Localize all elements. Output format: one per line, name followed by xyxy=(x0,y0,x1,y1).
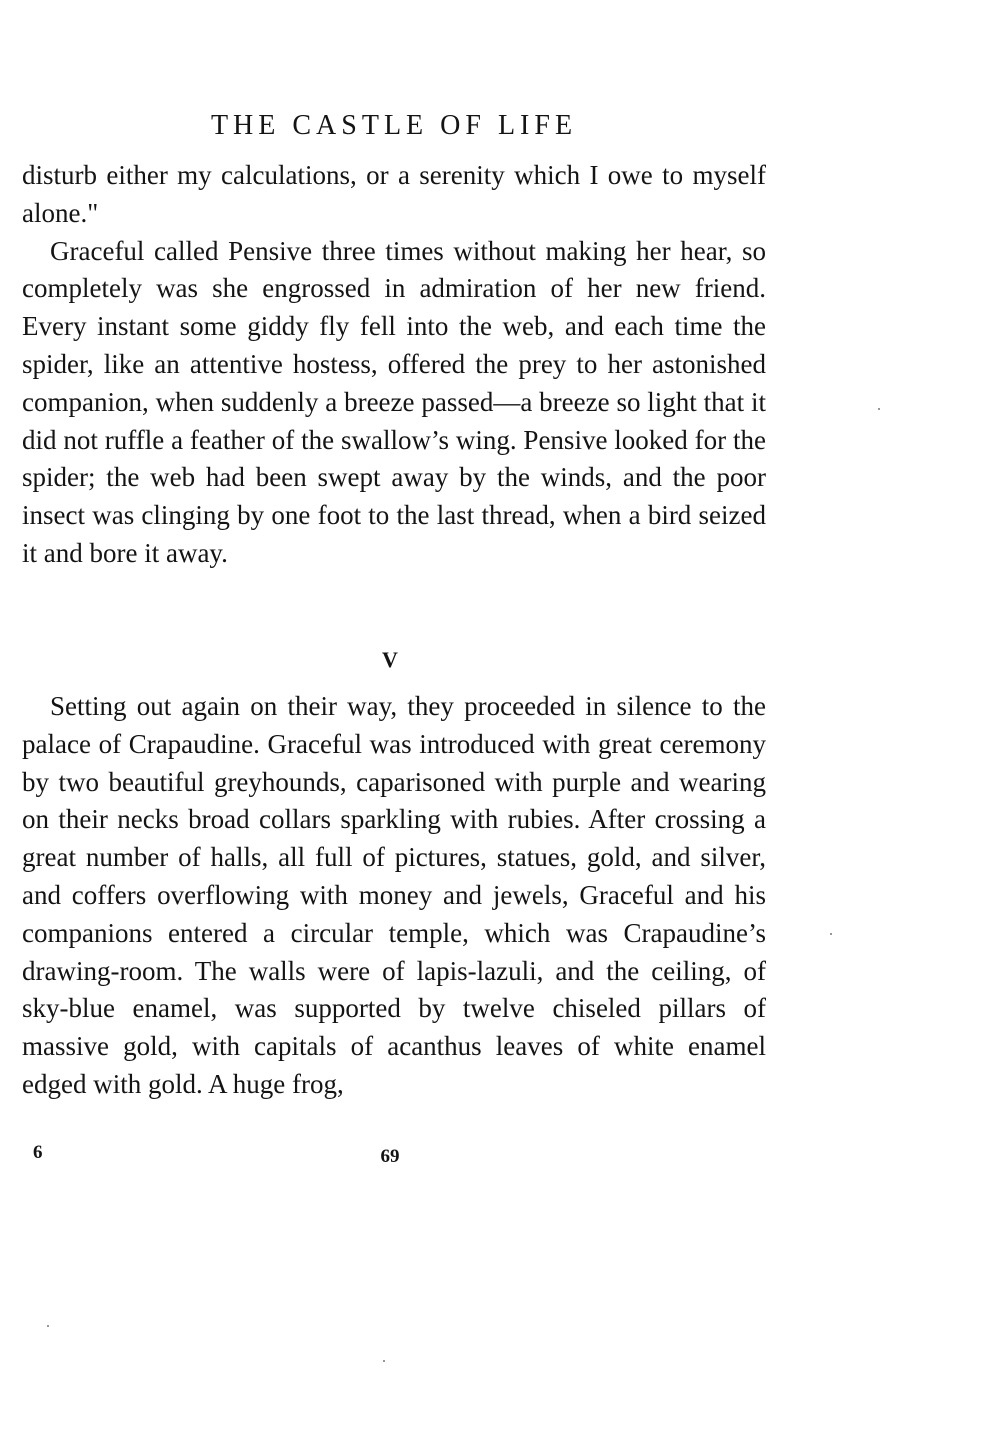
signature-mark: 6 xyxy=(33,1142,43,1163)
paragraph: Setting out again on their way, they proceeded in silence to the palace of Crapaudine. Graceful was introduced with great ceremony by two beautiful greyhounds, caparisoned with purple and wearing on their necks broad collars sparkling with rubies. After crossing a great number of halls, all full of pictures, statues, gold, and silver, and coffers overflowing with money and jewels, Graceful and his companions entered a circular temple, which was Crapaudine’s drawing-room. The walls were of lapis-lazuli, and the ceiling, of sky-blue enamel, was supported by twelve chiseled pillars of massive gold, with capitals of acanthus leaves of white enamel edged with gold. A huge frog, xyxy=(22,691,766,1099)
running-title: THE CASTLE OF LIFE xyxy=(210,110,578,141)
page-number: 69 xyxy=(380,1146,400,1167)
paragraph: Graceful called Pensive three times without making her hear, so completely was she engrossed in admiration of her new friend. Every instant some giddy fly fell into the web, and each time the spider, like an attentive hostess, offered the prey to her astonished companion, when suddenly a breeze passed—a breeze so light that it did not ruffle a feather of the swallow’s wing. Pensive looked for the spider; the web had been swept away by the winds, and the poor insect was clinging by one foot to the last thread, when a bird seized it and bore it away. xyxy=(22,235,766,568)
scan-speck xyxy=(830,933,832,935)
scan-speck xyxy=(47,1325,49,1327)
body-text-top xyxy=(22,157,766,573)
scan-speck xyxy=(878,408,880,410)
body-text-bottom xyxy=(22,688,766,1104)
paragraph-continuation: disturb either my calculations, or a serenity which I owe to myself alone." xyxy=(22,160,766,228)
section-heading: V xyxy=(382,647,398,672)
scan-speck xyxy=(383,1360,385,1362)
